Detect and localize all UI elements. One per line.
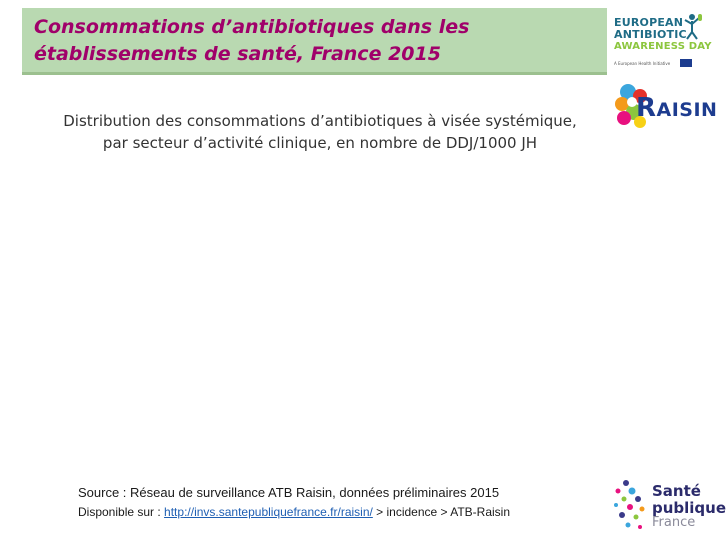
raisin-rest: AISIN: [656, 99, 718, 121]
availability-line: [78, 505, 510, 519]
spf-line1: Santé: [652, 482, 701, 500]
title-band: [22, 8, 607, 75]
availability-suffix: > incidence > ATB-Raisin: [372, 505, 511, 519]
spf-dots-icon: [612, 477, 648, 533]
availability-prefix: Disponible sur :: [78, 505, 165, 519]
spf-line3: France: [652, 515, 696, 530]
eu-flag-icon: [680, 59, 692, 67]
raisin-logo: [614, 82, 718, 132]
eaad-line2: ANTIBIOTIC: [614, 28, 687, 41]
source-text: Source : Réseau de surveillance ATB Raisin, données préliminaires 2015: [78, 485, 500, 500]
eaad-figure-icon: [680, 12, 704, 40]
raisin-initial: R: [636, 93, 657, 123]
eaad-tagline: A European Health Initiative: [614, 61, 671, 66]
raisin-link[interactable]: http://invs.santepubliquefrance.fr/raisin/: [164, 505, 373, 519]
european-antibiotic-awareness-day-logo: [612, 12, 717, 72]
slide-title-line1: Consommations d’antibiotiques dans les: [34, 16, 470, 38]
slide-title: [34, 14, 594, 68]
chart-title: [30, 110, 610, 152]
sante-publique-france-logo: [612, 475, 726, 537]
chart-title-line2: par secteur d’activité clinique, en nombre de DDJ/1000 JH: [102, 134, 538, 152]
eaad-line1: EUROPEAN: [614, 16, 684, 29]
raisin-wordmark: [636, 93, 717, 123]
spf-line2: publique: [652, 499, 726, 517]
chart-title-line1: Distribution des consommations d’antibiotiques à visée systémique,: [63, 112, 577, 130]
slide-title-line2: établissements de santé, France 2015: [34, 43, 441, 65]
eaad-line3: AWARENESS DAY: [614, 41, 712, 52]
